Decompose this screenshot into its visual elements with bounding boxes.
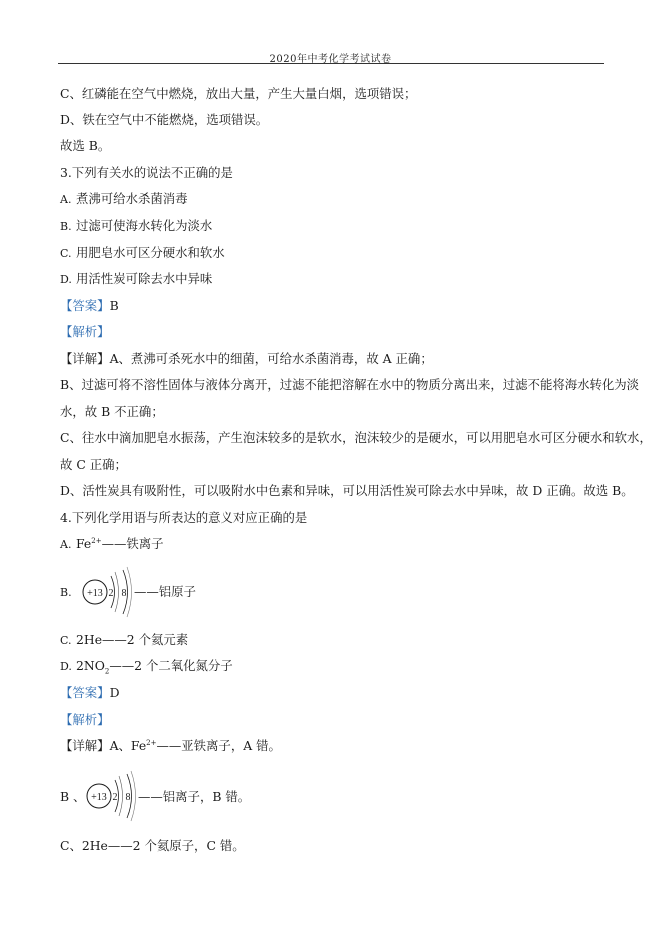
answer-label: 【答案】 [60,685,110,700]
question-3-detail-d: D、活性炭具有吸附性，可以吸附水中色素和异味，可以用活性炭可除去水中异味，故 D 正确。故选 B。 [60,483,634,498]
analysis-label: 【解析】 [60,324,110,339]
nucleus-charge: +13 [87,588,103,599]
option-letter: C. [60,247,72,260]
answer-label: 【答案】 [60,298,110,313]
question-3-stem: 3.下列有关水的说法不正确的是 [60,165,233,180]
option-letter: A. [60,193,72,206]
shell-1-electrons: 2 [108,588,114,599]
question-4-analysis-label [60,712,110,728]
shell-2-electrons: 8 [121,588,127,599]
detail-label: 【详解】 [60,351,110,366]
question-3-detail-b2: 水，故 B 不正确； [60,404,164,419]
option-letter: D. [60,273,72,286]
nucleus-charge: +13 [91,792,107,803]
option-text: 用活性炭可除去水中异味 [76,271,213,286]
question-4-detail-b-text: ——铝离子，B 错。 [138,789,251,804]
chem-symbol: Fe [76,536,92,551]
explanation-line-c: C、红磷能在空气中燃烧，放出大量，产生大量白烟，选项错误； [60,86,417,101]
option-letter: D. [60,660,72,673]
question-3-option-c [60,245,225,262]
question-4-option-d [60,658,233,675]
header-divider [58,63,604,64]
question-4-option-b-text: ——铝原子 [134,584,196,599]
option-text: ——2 个二氧化氮分子 [109,658,233,673]
answer-value: D [109,685,120,700]
question-3-option-b [60,218,212,235]
question-4-detail-a [60,738,281,754]
question-3-detail-b1: B、过滤可将不溶性固体与液体分离开，过滤不能把溶解在水中的物质分离出来，过滤不能将海水转化为淡 [60,377,640,392]
question-3-option-a [60,191,188,208]
shell-2-electrons: 8 [125,792,131,803]
analysis-label: 【解析】 [60,712,110,727]
question-3-detail-c2: 故 C 正确； [60,457,127,472]
question-3-analysis-label [60,324,110,340]
detail-text: A、煮沸可杀死水中的细菌，可给水杀菌消毒，故 A 正确； [109,351,433,366]
question-3-detail-a [60,351,433,367]
option-letter: C. [60,634,72,647]
question-4-option-b-letter [60,584,76,601]
question-4-option-a [60,536,164,553]
charge-superscript: 2+ [91,536,102,545]
question-4-stem: 4.下列化学用语与所表达的意义对应正确的是 [60,510,308,525]
shell-1-electrons: 2 [112,792,118,803]
question-4-detail-b-letter: B 、 [60,789,86,804]
page-header-title: 2020年中考化学考试试卷 [269,54,392,65]
question-4-answer [60,685,120,701]
option-letter: B. [60,586,72,599]
option-letter: B. [60,220,72,233]
option-text: ——铁离子 [101,536,164,551]
detail-prefix: A、Fe [109,738,147,753]
question-3-detail-c1: C、往水中滴加肥皂水振荡，产生泡沫较多的是软水，泡沫较少的是硬水，可以用肥皂水可区分硬水和软水， [60,430,652,445]
detail-label: 【详解】 [60,738,110,753]
charge-superscript: 2+ [146,738,157,747]
formula-subscript: 2 [104,667,110,676]
question-4-option-c [60,632,188,649]
option-text: 用肥皂水可区分硬水和软水 [76,245,225,260]
option-letter: A. [60,538,72,551]
question-3-option-d [60,271,212,288]
explanation-line-d: D、铁在空气中不能燃烧，选项错误。 [60,112,269,127]
option-text: 过滤可使海水转化为淡水 [76,218,213,233]
option-text: 2He——2 个氦元素 [76,632,189,647]
option-text: 煮沸可给水杀菌消毒 [76,191,188,206]
detail-text: ——亚铁离子，A 错。 [156,738,281,753]
question-4-detail-c: C、2He——2 个氦原子，C 错。 [60,838,245,853]
answer-choice-line: 故选 B。 [60,138,111,153]
answer-value: B [109,298,119,313]
electron-shell-1-outer [115,572,119,612]
chem-formula: 2NO [76,658,105,673]
electron-shell-1-outer [119,776,123,816]
question-3-answer [60,298,119,314]
